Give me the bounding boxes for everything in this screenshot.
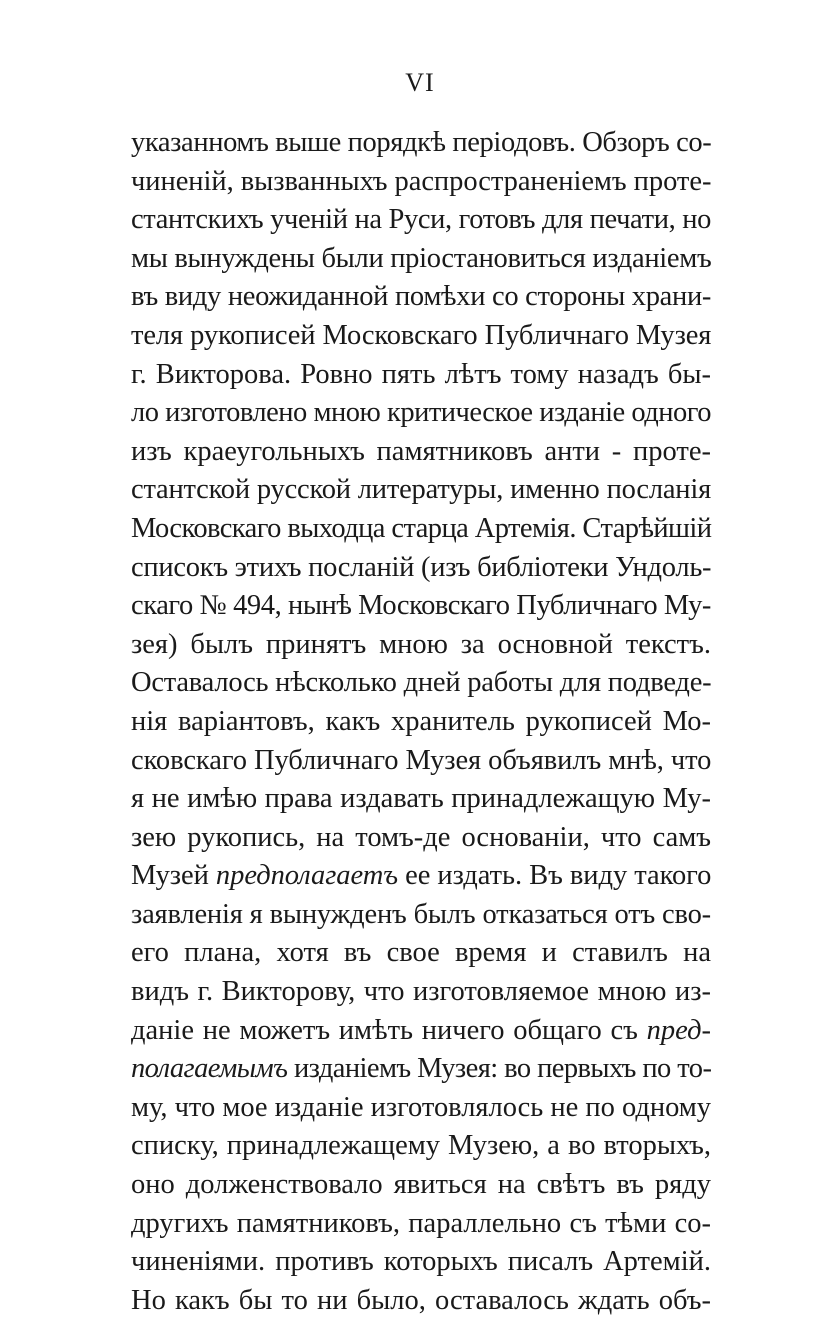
text-line <box>131 703 711 742</box>
text-segment: зею рукопись, на томъ-де основаніи, что самъ <box>131 821 711 853</box>
text-segment: въ виду неожиданной помѣхи со стороны храни- <box>131 281 712 313</box>
text-line <box>131 626 711 665</box>
text-line <box>131 240 711 279</box>
text-segment: сковскаго Публичнаго Музея объявилъ мнѣ, что <box>131 744 712 776</box>
italic-text-segment: пред- <box>646 1014 711 1046</box>
text-line <box>131 201 711 240</box>
text-segment: я не имѣю права издавать принадлежащую Му- <box>131 783 711 815</box>
text-segment: ее издать. Въ виду такого <box>398 860 712 892</box>
page-number: VI <box>405 68 435 97</box>
text-segment: чиненіями. противъ которыхъ писалъ Артемій. <box>131 1246 711 1278</box>
text-line <box>131 1127 711 1166</box>
text-segment: мы вынуждены были пріостановиться изданіемъ <box>131 242 712 274</box>
text-segment: зея) былъ принятъ мною за основной текстъ. <box>131 628 711 660</box>
text-segment: указанномъ выше порядкѣ періодовъ. Обзоръ со- <box>131 127 712 158</box>
text-segment: скаго № 494, нынѣ Московскаго Публичнаго Му- <box>131 590 711 622</box>
text-line <box>131 124 711 163</box>
text-line <box>131 1282 711 1320</box>
text-line <box>131 1166 711 1205</box>
text-line <box>131 1050 711 1089</box>
text-line <box>131 471 711 510</box>
text-segment: му, что мое изданіе изготовлялось не по одному <box>131 1091 711 1123</box>
text-line <box>131 1089 711 1128</box>
text-line <box>131 1243 711 1282</box>
text-segment: стантской русской литературы, именно посланія <box>131 474 711 506</box>
text-line <box>131 896 711 935</box>
text-segment: Оставалось нѣсколько дней работы для подведе- <box>131 667 712 699</box>
text-line <box>131 1012 711 1051</box>
text-segment: изъ краеугольныхъ памятниковъ анти - проте- <box>131 435 711 467</box>
body-text <box>131 124 711 1320</box>
text-line <box>131 742 711 781</box>
text-line <box>131 278 711 317</box>
text-segment: Но какъ бы то ни было, оставалось ждать объ- <box>131 1284 711 1316</box>
text-line <box>131 1205 711 1244</box>
text-segment: другихъ памятниковъ, параллельно съ тѣми со- <box>131 1207 711 1239</box>
text-segment: теля рукописей Московскаго Публичнаго Музея <box>131 319 712 351</box>
text-line <box>131 510 711 549</box>
text-line <box>131 163 711 202</box>
text-line <box>131 433 711 472</box>
text-segment: изданіемъ Музея: во первыхъ по то- <box>287 1053 712 1085</box>
text-segment: стантскихъ ученій на Руси, готовъ для печати, но <box>131 204 711 236</box>
text-segment: даніе не можетъ имѣть ничего общаго съ <box>131 1014 647 1046</box>
text-segment: Музей <box>131 860 216 892</box>
text-line <box>131 549 711 588</box>
text-line <box>131 394 711 433</box>
text-segment: нія варіантовъ, какъ хранитель рукописей Мо- <box>131 705 711 737</box>
text-segment: чиненій, вызванныхъ распространеніемъ проте- <box>131 165 712 197</box>
text-segment: Московскаго выходца старца Артемія. Старѣйшій <box>131 512 712 544</box>
text-segment: списку, принадлежащему Музею, а во вторыхъ, <box>131 1130 711 1162</box>
text-segment: видъ г. Викторову, что изготовляемое мною из- <box>131 976 711 1008</box>
text-segment: г. Викторова. Ровно пять лѣтъ тому назадъ бы- <box>131 358 711 390</box>
text-segment: оно долженствовало явиться на свѣтъ въ ряду <box>131 1169 711 1201</box>
text-line <box>131 857 711 896</box>
text-segment: списокъ этихъ посланій (изъ библіотеки Ундоль- <box>131 551 712 583</box>
text-line <box>131 317 711 356</box>
text-line <box>131 664 711 703</box>
text-line <box>131 973 711 1012</box>
text-segment: ло изготовлено мною критическое изданіе одного <box>131 397 711 429</box>
text-segment: его плана, хотя въ свое время и ставилъ на <box>131 937 711 969</box>
text-line <box>131 934 711 973</box>
text-line <box>131 587 711 626</box>
italic-text-segment: полагаемымъ <box>131 1053 288 1085</box>
text-segment: заявленія я вынужденъ былъ отказаться отъ сво- <box>131 898 711 930</box>
text-line <box>131 780 711 819</box>
text-line <box>131 356 711 395</box>
text-line <box>131 819 711 858</box>
italic-text-segment: предполагаетъ <box>215 860 399 892</box>
